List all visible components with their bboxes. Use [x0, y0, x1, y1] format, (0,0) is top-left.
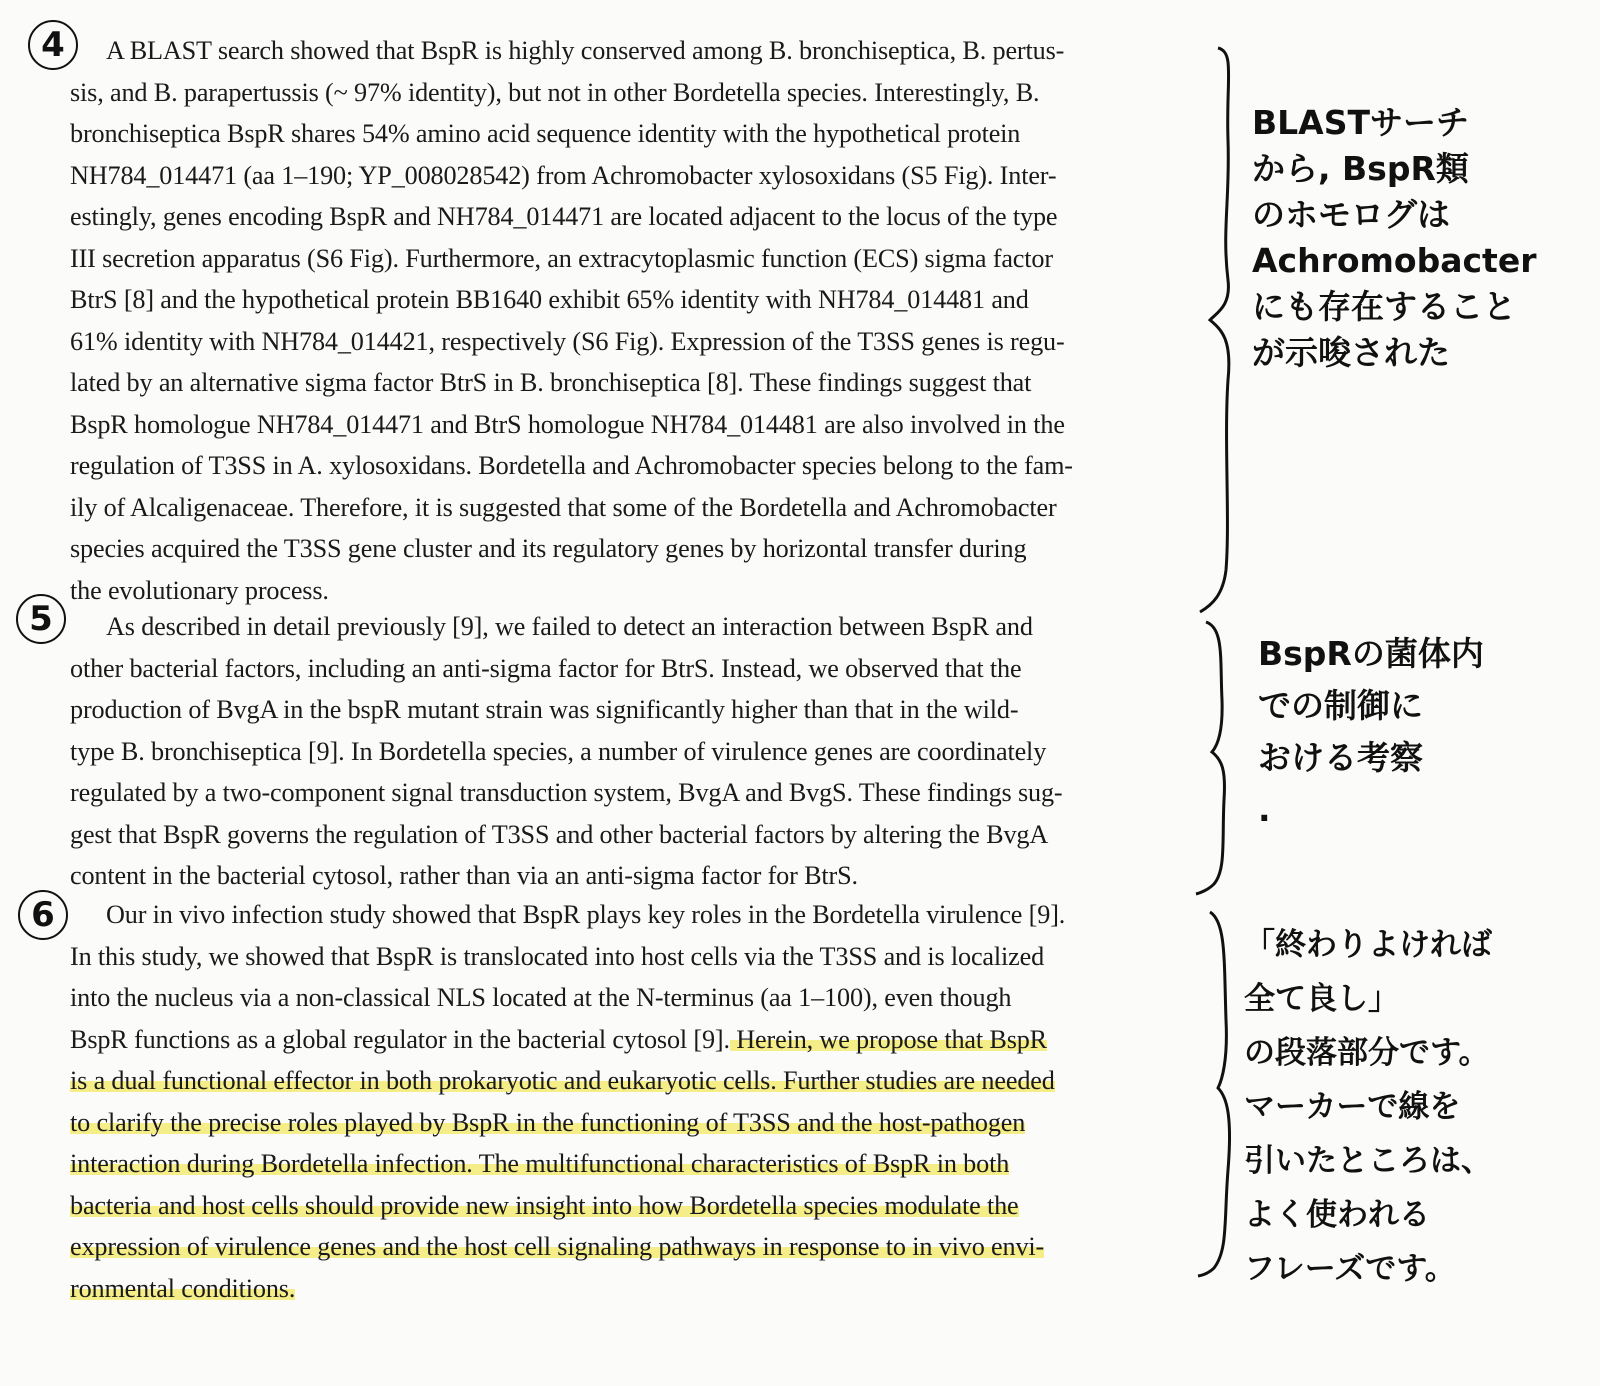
highlighted-line	[70, 1102, 1220, 1144]
highlighted-phrase: Herein, we propose that BspR	[729, 1024, 1048, 1054]
paragraph-6	[70, 894, 1220, 1309]
highlighted-line	[70, 1060, 1220, 1102]
text-line: into the nucleus via a non-classical NLS located at the N-terminus (aa 1–100), even though	[70, 983, 1012, 1012]
note-line: 「終わりよければ	[1244, 927, 1492, 963]
note-line: BspRの菌体内	[1258, 634, 1484, 673]
note-line: 引いたところは、	[1244, 1143, 1492, 1179]
paragraph-4	[70, 30, 1220, 611]
highlighted-line	[70, 1226, 1220, 1268]
highlighted-phrase: to clarify the precise roles played by BspR in the functioning of T3SS and the host-pathogen	[70, 1107, 1026, 1137]
text-line: 61% identity with NH784_014421, respectively (S6 Fig). Expression of the T3SS genes is regu-	[70, 326, 1065, 356]
highlighted-line	[70, 1268, 1220, 1310]
text-line-with-highlight	[70, 1143, 1220, 1185]
note-line: にも存在すること	[1252, 287, 1516, 326]
text-line: As described in detail previously [9], we failed to detect an interaction between BspR and	[106, 612, 1033, 641]
text-line: BtrS [8] and the hypothetical protein BB1640 exhibit 65% identity with NH784_014481 and	[70, 285, 1029, 314]
highlighted-phrase: is a dual functional effector in both prokaryotic and eukaryotic cells. Further studies are needed	[70, 1066, 1055, 1095]
text-line: lated by an alternative sigma factor BtrS in B. bronchiseptica [8]. These findings suggest that	[70, 368, 1032, 397]
text-line: In this study, we showed that BspR is translocated into host cells via the T3SS and is localized	[70, 941, 1045, 971]
text-line: type B. bronchiseptica [9]. In Bordetella species, a number of virulence genes are coordinately	[70, 736, 1047, 766]
text-line: bronchiseptica BspR shares 54% amino acid sequence identity with the hypothetical protein	[70, 119, 1021, 148]
note-line: .	[1258, 790, 1271, 829]
text-line: regulation of T3SS in A. xylosoxidans. Bordetella and Achromobacter species belong to the fam-	[70, 451, 1073, 480]
note-line: よく使われる	[1244, 1197, 1430, 1233]
text-line: A BLAST search showed that BspR is highly conserved among B. bronchiseptica, B. pertus-	[106, 36, 1065, 65]
note-line: が示唆された	[1252, 333, 1450, 372]
text-line: regulated by a two-component signal transduction system, BvgA and BvgS. These findings sug-	[70, 778, 1063, 807]
text-line: estingly, genes encoding BspR and NH784_014471 are located adjacent to the locus of the type	[70, 202, 1058, 231]
highlighted-phrase: ronmental conditions.	[70, 1273, 296, 1303]
highlighted-phrase: The multifunctional characteristics of BspR in both	[472, 1149, 1010, 1178]
note-line: から, BspR類	[1252, 149, 1469, 188]
highlighted-line	[70, 1185, 1220, 1227]
text-line: BspR functions as a global regulator in the bacterial cytosol [9].	[70, 1024, 730, 1054]
highlighted-phrase: expression of virulence genes and the host cell signaling pathways in response to in vivo envi-	[70, 1232, 1045, 1261]
note-line: おける考察	[1258, 738, 1423, 777]
note-line: Achromobacter	[1252, 241, 1537, 280]
handwritten-note-2	[1258, 628, 1484, 836]
note-line: BLASTサーチ	[1252, 103, 1469, 142]
note-line: 全て良し」	[1244, 981, 1399, 1017]
text-line: III secretion apparatus (S6 Fig). Furthermore, an extracytoplasmic function (ECS) sigma factor	[70, 243, 1053, 273]
text-line: BspR homologue NH784_014471 and BtrS homologue NH784_014481 are also involved in the	[70, 409, 1065, 439]
paragraph-marker-5: 5	[16, 594, 66, 644]
text-line: the evolutionary process.	[70, 575, 329, 605]
text-line: sis, and B. parapertussis (~ 97% identity), but not in other Bordetella species. Interestingly, B.	[70, 77, 1040, 107]
text-line: content in the bacterial cytosol, rather than via an anti-sigma factor for BtrS.	[70, 861, 858, 890]
note-line: のホモログは	[1252, 195, 1450, 234]
text-line: production of BvgA in the bspR mutant strain was significantly higher than that in the wild-	[70, 695, 1019, 724]
paragraph-marker-4: 4	[28, 20, 78, 70]
note-line: での制御に	[1258, 686, 1423, 725]
text-line: other bacterial factors, including an anti-sigma factor for BtrS. Instead, we observed that the	[70, 653, 1022, 683]
highlighted-phrase: interaction during Bordetella infection.	[70, 1149, 473, 1178]
text-line: ily of Alcaligenaceae. Therefore, it is suggested that some of the Bordetella and Achromobacter	[70, 492, 1057, 522]
handwritten-note-1	[1252, 100, 1536, 376]
handwritten-note-3	[1244, 918, 1492, 1296]
text-line: NH784_014471 (aa 1–190; YP_008028542) from Achromobacter xylosoxidans (S5 Fig). Inter-	[70, 160, 1057, 190]
text-line: gest that BspR governs the regulation of T3SS and other bacterial factors by altering the BvgA	[70, 819, 1049, 849]
text-line: species acquired the T3SS gene cluster and its regulatory genes by horizontal transfer during	[70, 534, 1027, 563]
note-line: マーカーで線を	[1244, 1089, 1461, 1125]
note-line: の段落部分です。	[1244, 1035, 1490, 1071]
text-line: Our in vivo infection study showed that BspR plays key roles in the Bordetella virulence [9].	[106, 900, 1066, 929]
paragraph-5	[70, 606, 1220, 897]
highlighted-phrase: bacteria and host cells should provide new insight into how Bordetella species modulate the	[70, 1190, 1019, 1220]
paragraph-marker-6: 6	[18, 890, 68, 940]
note-line: フレーズです。	[1244, 1251, 1456, 1287]
text-line-with-highlight	[70, 1019, 1220, 1061]
